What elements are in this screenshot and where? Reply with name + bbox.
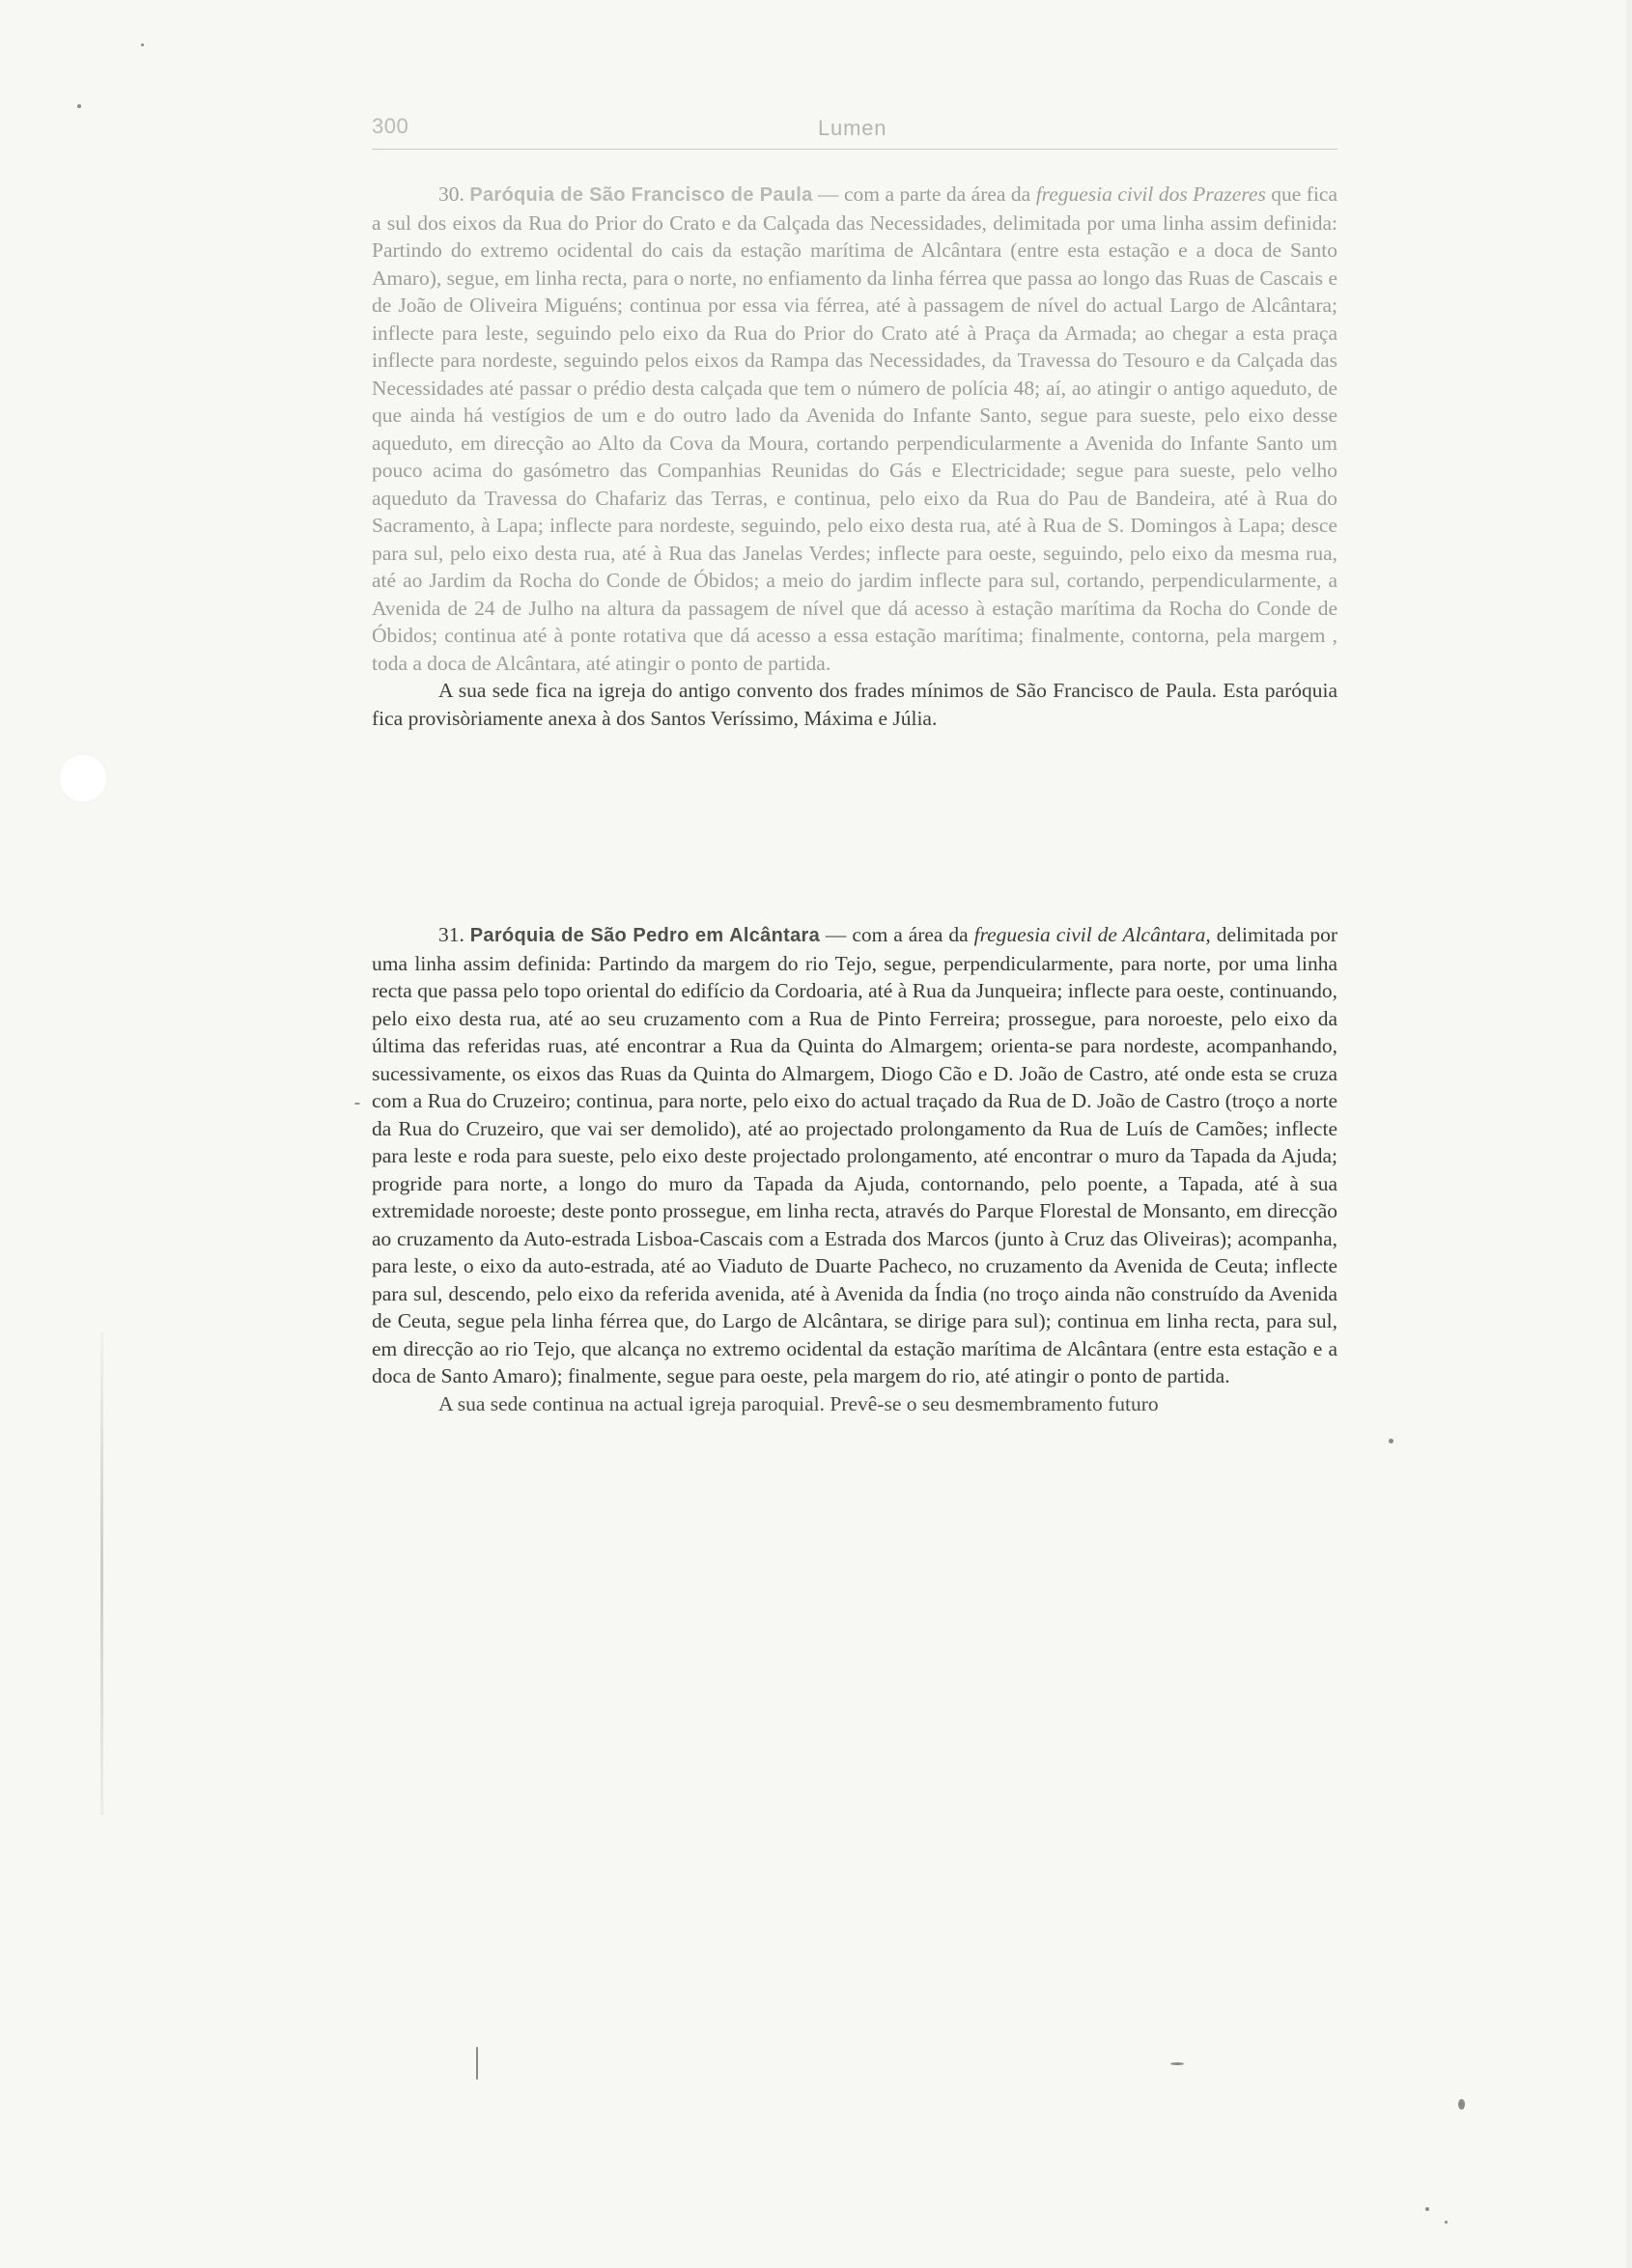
scan-speck xyxy=(1458,2099,1465,2110)
section-30-paragraph xyxy=(372,181,1337,677)
page-number: 300 xyxy=(372,114,409,138)
binding-mark xyxy=(100,1332,103,1815)
page-edge-shadow xyxy=(1626,0,1632,2268)
section-31-body: delimitada por uma linha assim definida: Partindo da margem do rio Tejo, segue, perpendicularmente, para norte, por uma linha recta que passa pelo topo oriental do edifício da Cordoaria, até à Rua da Junqueira; inflecte para oeste, continuando, pelo eixo desta rua, até ao seu cruzamento com a Rua de Pinto Ferreira; prossegue, para noroeste, pelo eixo da última das referidas ruas, até encontrar a Rua da Quinta do Almargem; orienta-se para nordeste, acompanhando, sucessivamente, os eixos das Ruas da Quinta do Almargem, Diogo Cão e D. João de Castro, até onde esta se cruza com a Rua do Cruzeiro; continua, para norte, pelo eixo do actual traçado da Rua de D. João de Castro (troço a norte da Rua do Cruzeiro, que vai ser demolido), até ao projectado prolongamento da Rua de Luís de Camões; inflecte para leste e roda para sueste, pelo eixo deste projectado prolongamento, até encontrar o muro da Tapada da Ajuda; progride para norte, a longo do muro da Tapada da Ajuda, contornando, pelo poente, a Tapada, até à sua extremidade noroeste; deste ponto prossegue, em linha recta, através do Parque Florestal de Monsanto, em direcção ao cruzamento da Auto-estrada Lisboa-Cascais com a Estrada dos Marcos (junto à Cruz das Oliveiras); acompanha, para leste, o eixo da auto-estrada, até ao Viaduto de Duarte Pacheco, no cruzamento da Avenida de Ceuta; inflecte para sul, descendo, pelo eixo da referida avenida, até à Avenida da Índia (no troço ainda não construído da Avenida de Ceuta, segue pela linha férrea que, do Largo de Alcântara, se dirige para sul); continua em linha recta, para sul, em direcção ao rio Tejo, que alcança no extremo ocidental da estação marítima de Alcântara (entre esta estação e a doca de Santo Amaro); finalmente, segue para oeste, pela margem do rio, até atingir o ponto de partida. xyxy=(372,923,1338,1387)
section-31-sede: A sua sede continua na actual igreja paroquial. Prevê-se o seu desmembramento futuro xyxy=(438,1391,1159,1415)
section-30-body: que fica a sul dos eixos da Rua do Prior do Crato e da Calçada das Necessidades, delimitada por uma linha assim definida: Partindo do extremo ocidental do cais da estação marítima de Alcântara (entre esta estação e a doca de Santo Amaro), segue, em linha recta, para o norte, no enfiamento da linha férrea que passa ao longo das Ruas de Cascais e de João de Oliveira Miguéns; continua por essa via férrea, até à passagem de nível do actual Largo de Alcântara; inflecte para leste, seguindo pelo eixo da Rua do Prior do Crato até à Praça da Armada; ao chegar a esta praça inflecte para nordeste, seguindo pelos eixos da Rampa das Necessidades, da Travessa do Tesouro e da Calçada das Necessidades até passar o prédio desta calçada que tem o número de polícia 48; aí, ao atingir o antigo aqueduto, de que ainda há vestígios de um e do outro lado da Avenida do Infante Santo, segue para sueste, pelo eixo desse aqueduto, em direcção ao Alto da Cova da Moura, cortando perpendicularmente a Avenida do Infante Santo um pouco acima do gasómetro das Companhias Reunidas do Gás e Electricidade; segue para sueste, pelo velho aqueduto da Travessa do Chafariz das Terras, e continua, pelo eixo da Rua do Pau de Bandeira, até à Rua do Sacramento, à Lapa; inflecte para nordeste, seguindo, pelo eixo desta rua, até à Rua de S. Domingos à Lapa; desce para sul, pelo eixo desta rua, até à Rua das Janelas Verdes; inflecte para oeste, seguindo, pelo eixo da mesma rua, até ao Jardim da Rocha do Conde de Óbidos; a meio do jardim inflecte para sul, cortando, perpendicularmente, a Avenida de 24 de Julho na altura da passagem de nível que dá acesso à estação marítima da Rocha do Conde de Óbidos; continua até à ponte rotativa que dá acesso a essa estação marítima; finalmente, contorna, pela margem , toda a doca de Alcântara, até atingir o ponto de partida. xyxy=(372,182,1338,675)
punch-hole xyxy=(58,753,108,803)
scan-speck xyxy=(77,104,81,108)
section-30-heading: Paróquia de São Francisco de Paula xyxy=(469,184,813,206)
running-title: Lumen xyxy=(818,116,887,140)
section-31-intro: — com a área da xyxy=(820,923,974,946)
page-header xyxy=(372,114,1337,150)
scan-speck xyxy=(1425,2207,1429,2211)
section-30-area: freguesia civil dos Prazeres xyxy=(1035,182,1266,206)
scan-speck xyxy=(476,2047,478,2080)
section-31 xyxy=(372,921,1337,1417)
section-31-number: 31. xyxy=(438,923,464,946)
section-31-area: freguesia civil de Alcântara, xyxy=(973,923,1211,946)
scan-speck xyxy=(354,1103,360,1105)
scan-speck xyxy=(1170,2062,1184,2065)
section-31-paragraph xyxy=(372,921,1337,1390)
section-30-sede: A sua sede fica na igreja do antigo convento dos frades mínimos de São Francisco de Paula. Esta paróquia fica provisòriamente anexa à dos Santos Veríssimo, Máxima e Júlia. xyxy=(372,679,1337,730)
section-31-heading: Paróquia de São Pedro em Alcântara xyxy=(469,925,821,946)
section-30-number: 30. xyxy=(438,182,464,206)
scan-speck xyxy=(141,43,144,46)
scan-speck xyxy=(1445,2221,1448,2224)
section-30 xyxy=(372,181,1337,732)
section-30-intro: — com a parte da área da xyxy=(812,182,1036,206)
scan-speck xyxy=(1389,1439,1393,1443)
